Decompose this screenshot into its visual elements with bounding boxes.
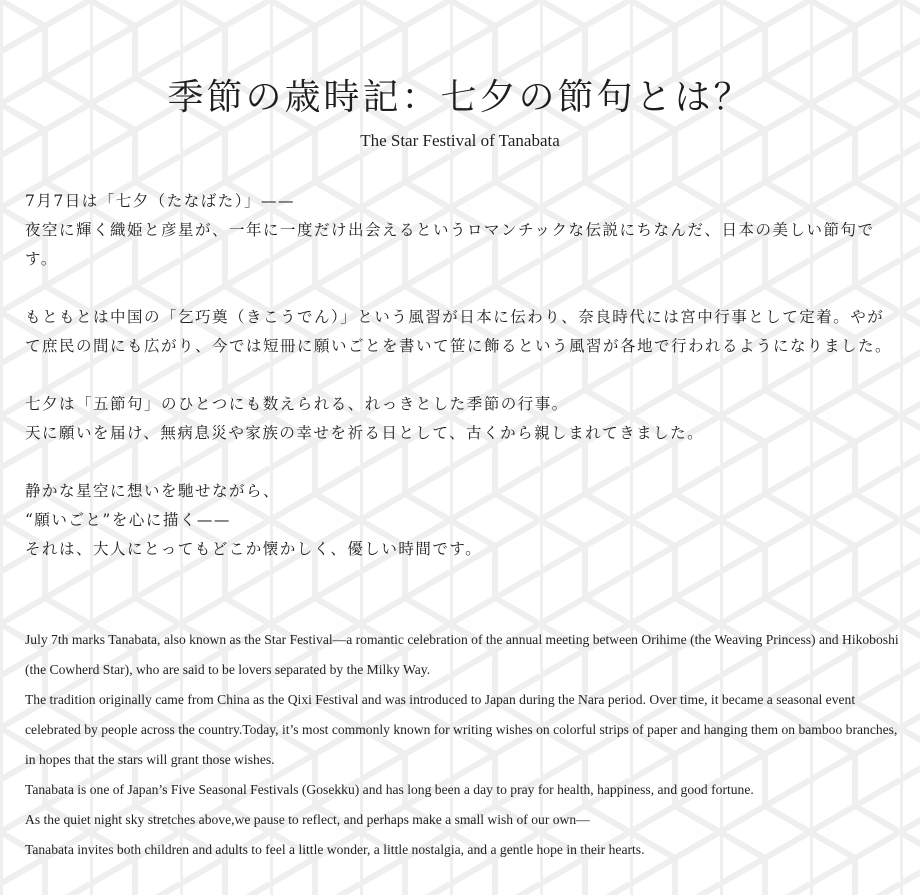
english-paragraph: Tanabata invites both children and adults to feel a little wonder, a little nostalgia, and a gentle hope in their hearts.	[25, 842, 645, 857]
english-paragraph: As the quiet night sky stretches above,we pause to reflect, and perhaps make a small wish of our own—	[25, 812, 590, 827]
japanese-paragraph	[25, 303, 897, 361]
page-subtitle: The Star Festival of Tanabata	[360, 131, 560, 150]
japanese-line: 静かな星空に想いを馳せながら、	[25, 482, 281, 500]
japanese-line: “願いごと”を心に描く——	[25, 511, 231, 529]
japanese-line: 七夕は「五節句」のひとつにも数えられる、れっきとした季節の行事。	[25, 395, 569, 413]
english-paragraph: The tradition originally came from China as the Qixi Festival and was introduced to Japan during the Nara period. Over time, it became a seasonal event celebrated by people across the country.Today, it’s most commonly known for writing wishes on colorful strips of paper and hanging them on bamboo branches, in hopes that the stars will grant those wishes.	[25, 692, 898, 767]
japanese-paragraph	[25, 187, 897, 274]
japanese-paragraph	[25, 390, 897, 448]
japanese-line: もともとは中国の「乞巧奠（きこうでん）」という風習が日本に伝わり、奈良時代には宮中行事として定着。やがて庶民の間にも広がり、今では短冊に願いごとを書いて笹に飾るという風習が各地で行われるようになりました。	[25, 308, 893, 355]
english-paragraph: Tanabata is one of Japan’s Five Seasonal Festivals (Gosekku) and has long been a day to pray for health, happiness, and good fortune.	[25, 782, 754, 797]
japanese-line: 天に願いを届け、無病息災や家族の幸せを祈る日として、古くから親しまれてきました。	[25, 424, 705, 442]
page-title: 季節の歳時記：七夕の節句とは？	[167, 77, 753, 118]
japanese-line: 7月7日は「七夕（たなばた）」——	[25, 192, 295, 210]
japanese-line: 夜空に輝く織姫と彦星が、一年に一度だけ出会えるというロマンチックな伝説にちなんだ、日本の美しい節句です。	[25, 221, 875, 268]
english-section	[25, 625, 905, 865]
japanese-section	[25, 187, 897, 564]
japanese-paragraph	[25, 477, 897, 564]
english-paragraph: July 7th marks Tanabata, also known as the Star Festival—a romantic celebration of the annual meeting between Orihime (the Weaving Princess) and Hikoboshi (the Cowherd Star), who are said to be lovers separated by the Milky Way.	[25, 632, 899, 677]
japanese-line: それは、大人にとってもどこか懐かしく、優しい時間です。	[25, 540, 483, 558]
